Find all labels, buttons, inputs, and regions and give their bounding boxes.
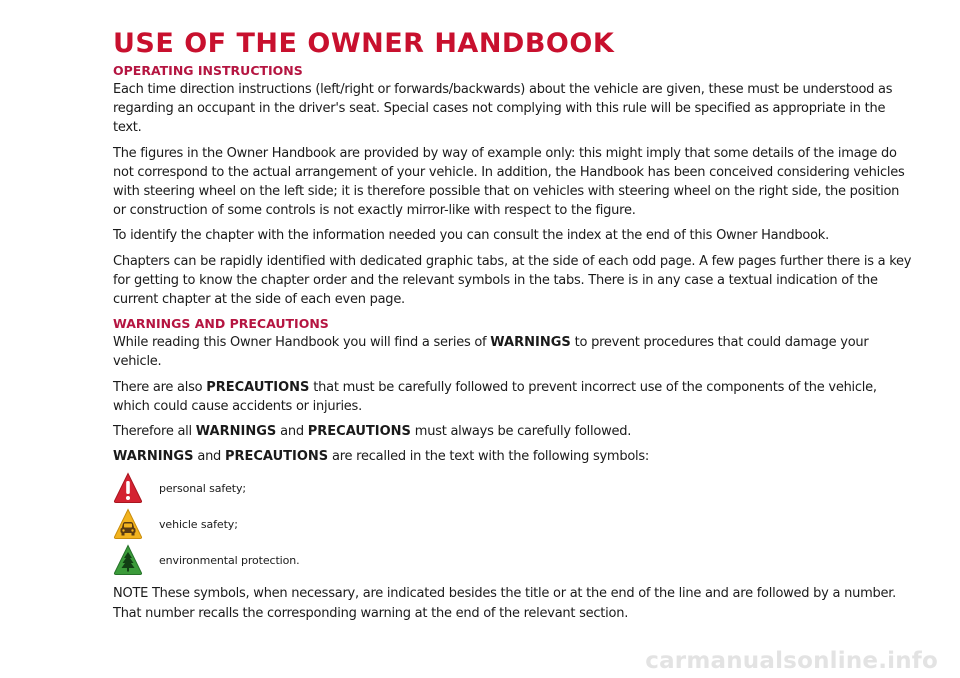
text-run: to prevent procedures that could damage your vehicle.: [113, 335, 869, 370]
text-run: and: [193, 449, 225, 465]
symbol-row: [113, 506, 913, 542]
text-run: There are also: [113, 379, 207, 395]
symbol-list: [113, 470, 913, 578]
watermark: carmanualsonline.info: [645, 648, 938, 674]
warnings-term: WARNINGS: [195, 424, 277, 440]
text-run: that must be carefully followed to prevent incorrect use of the components of the vehicle, which could cause accidents or injuries.: [113, 379, 877, 414]
vehicle-safety-icon: [113, 508, 143, 540]
text-run: are recalled in the text with the following symbols:: [328, 449, 650, 465]
precautions-term: PRECAUTIONS: [307, 424, 411, 440]
operating-paragraph-3: To identify the chapter with the information needed you can consult the index at the end of this Owner Handbook.: [113, 228, 829, 244]
operating-paragraph-4: Chapters can be rapidly identified with dedicated graphic tabs, at the side of each odd page. A few pages further there is a key for getting to know the chapter order and the relevant symbols in the tabs. There is in any case a textual indication of the current chapter at the side of each even page.: [113, 253, 912, 308]
symbol-row: [113, 470, 913, 506]
note-paragraph: NOTE These symbols, when necessary, are indicated besides the title or at the end of the line and are followed by a number. That number recalls the corresponding warning at the end of the relevant section.: [113, 586, 897, 621]
text-run: While reading this Owner Handbook you will find a series of: [113, 335, 491, 351]
page-title: USE OF THE OWNER HANDBOOK: [113, 28, 615, 59]
warnings-term: WARNINGS: [113, 449, 194, 465]
symbol-label-environmental-protection: environmental protection.: [159, 553, 300, 567]
personal-safety-icon: [113, 472, 143, 504]
operating-paragraph-2: The figures in the Owner Handbook are provided by way of example only: this might imply that some details of the image do not correspond to the actual arrangement of your vehicle. In addition, the Handbook has been conceived considering vehicles with steering wheel on the left side; it is therefore possible that on vehicles with steering wheel on the right side, the position or construction of some controls is not exactly mirror-like with respect to the figure.: [113, 145, 905, 219]
precautions-term: PRECAUTIONS: [224, 449, 329, 465]
warnings-paragraph-3: [113, 422, 913, 441]
text-run: must always be carefully followed.: [410, 424, 632, 440]
warnings-paragraph-1: [113, 333, 913, 371]
precautions-term: PRECAUTIONS: [206, 379, 310, 395]
symbol-row: [113, 542, 913, 578]
text-run: Therefore all: [113, 424, 196, 440]
environmental-protection-icon: [113, 544, 143, 576]
operating-instructions-heading: OPERATING INSTRUCTIONS: [113, 63, 303, 78]
warnings-precautions-heading: WARNINGS AND PRECAUTIONS: [113, 316, 329, 332]
symbol-label-personal-safety: personal safety;: [159, 481, 247, 495]
handbook-page: [113, 30, 913, 629]
warnings-paragraph-4: [113, 447, 913, 466]
text-run: and: [276, 424, 308, 440]
symbol-label-vehicle-safety: vehicle safety;: [159, 517, 238, 531]
warnings-term: WARNINGS: [490, 335, 571, 351]
operating-paragraph-1: Each time direction instructions (left/right or forwards/backwards) about the vehicle are given, these must be understood as regarding an occupant in the driver's seat. Special cases not complying with this rule will be specified as appropriate in the text.: [113, 82, 893, 136]
warnings-paragraph-2: [113, 378, 913, 416]
